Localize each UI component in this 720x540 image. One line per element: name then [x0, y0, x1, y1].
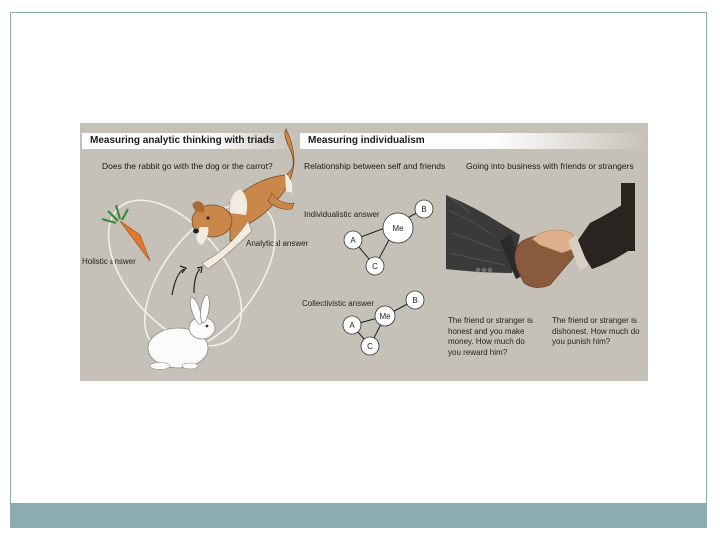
figure-illustration [80, 123, 648, 381]
analytic-heading: Measuring analytic thinking with triads [82, 133, 294, 149]
holistic-label: Holistic answer [82, 257, 136, 266]
node-b-label: B [421, 205, 427, 214]
handshake-icon [446, 183, 628, 288]
node-me-label: Me [392, 224, 404, 233]
figure-panel [80, 123, 648, 381]
individualistic-label: Individualistic answer [304, 210, 380, 219]
individualism-heading: Measuring individualism [300, 133, 648, 149]
collectivistic-label: Collectivistic answer [302, 299, 375, 308]
individualistic-network [344, 200, 433, 275]
analytical-label: Analytical answer [246, 239, 309, 248]
dishonest-text: The friend or stranger is dishonest. How much do you punish him? [552, 316, 640, 346]
triad-question: Does the rabbit go with the dog or the carrot? [102, 161, 273, 171]
node-a-label: A [350, 236, 356, 245]
footer-band [11, 503, 706, 528]
node-b-label: B [412, 296, 418, 305]
business-title: Going into business with friends or strangers [466, 161, 634, 171]
relationship-title: Relationship between self and friends [304, 161, 446, 171]
honest-text: The friend or stranger is honest and you make money. How much do you reward him? [448, 316, 533, 357]
dog-icon [192, 129, 294, 269]
node-a-label: A [349, 321, 355, 330]
arrow-analytical-icon [194, 269, 200, 293]
node-c-label: C [367, 342, 373, 351]
collectivistic-network [343, 291, 424, 355]
node-me-label: Me [379, 312, 391, 321]
rabbit-icon [148, 295, 215, 370]
node-c-label: C [372, 262, 378, 271]
